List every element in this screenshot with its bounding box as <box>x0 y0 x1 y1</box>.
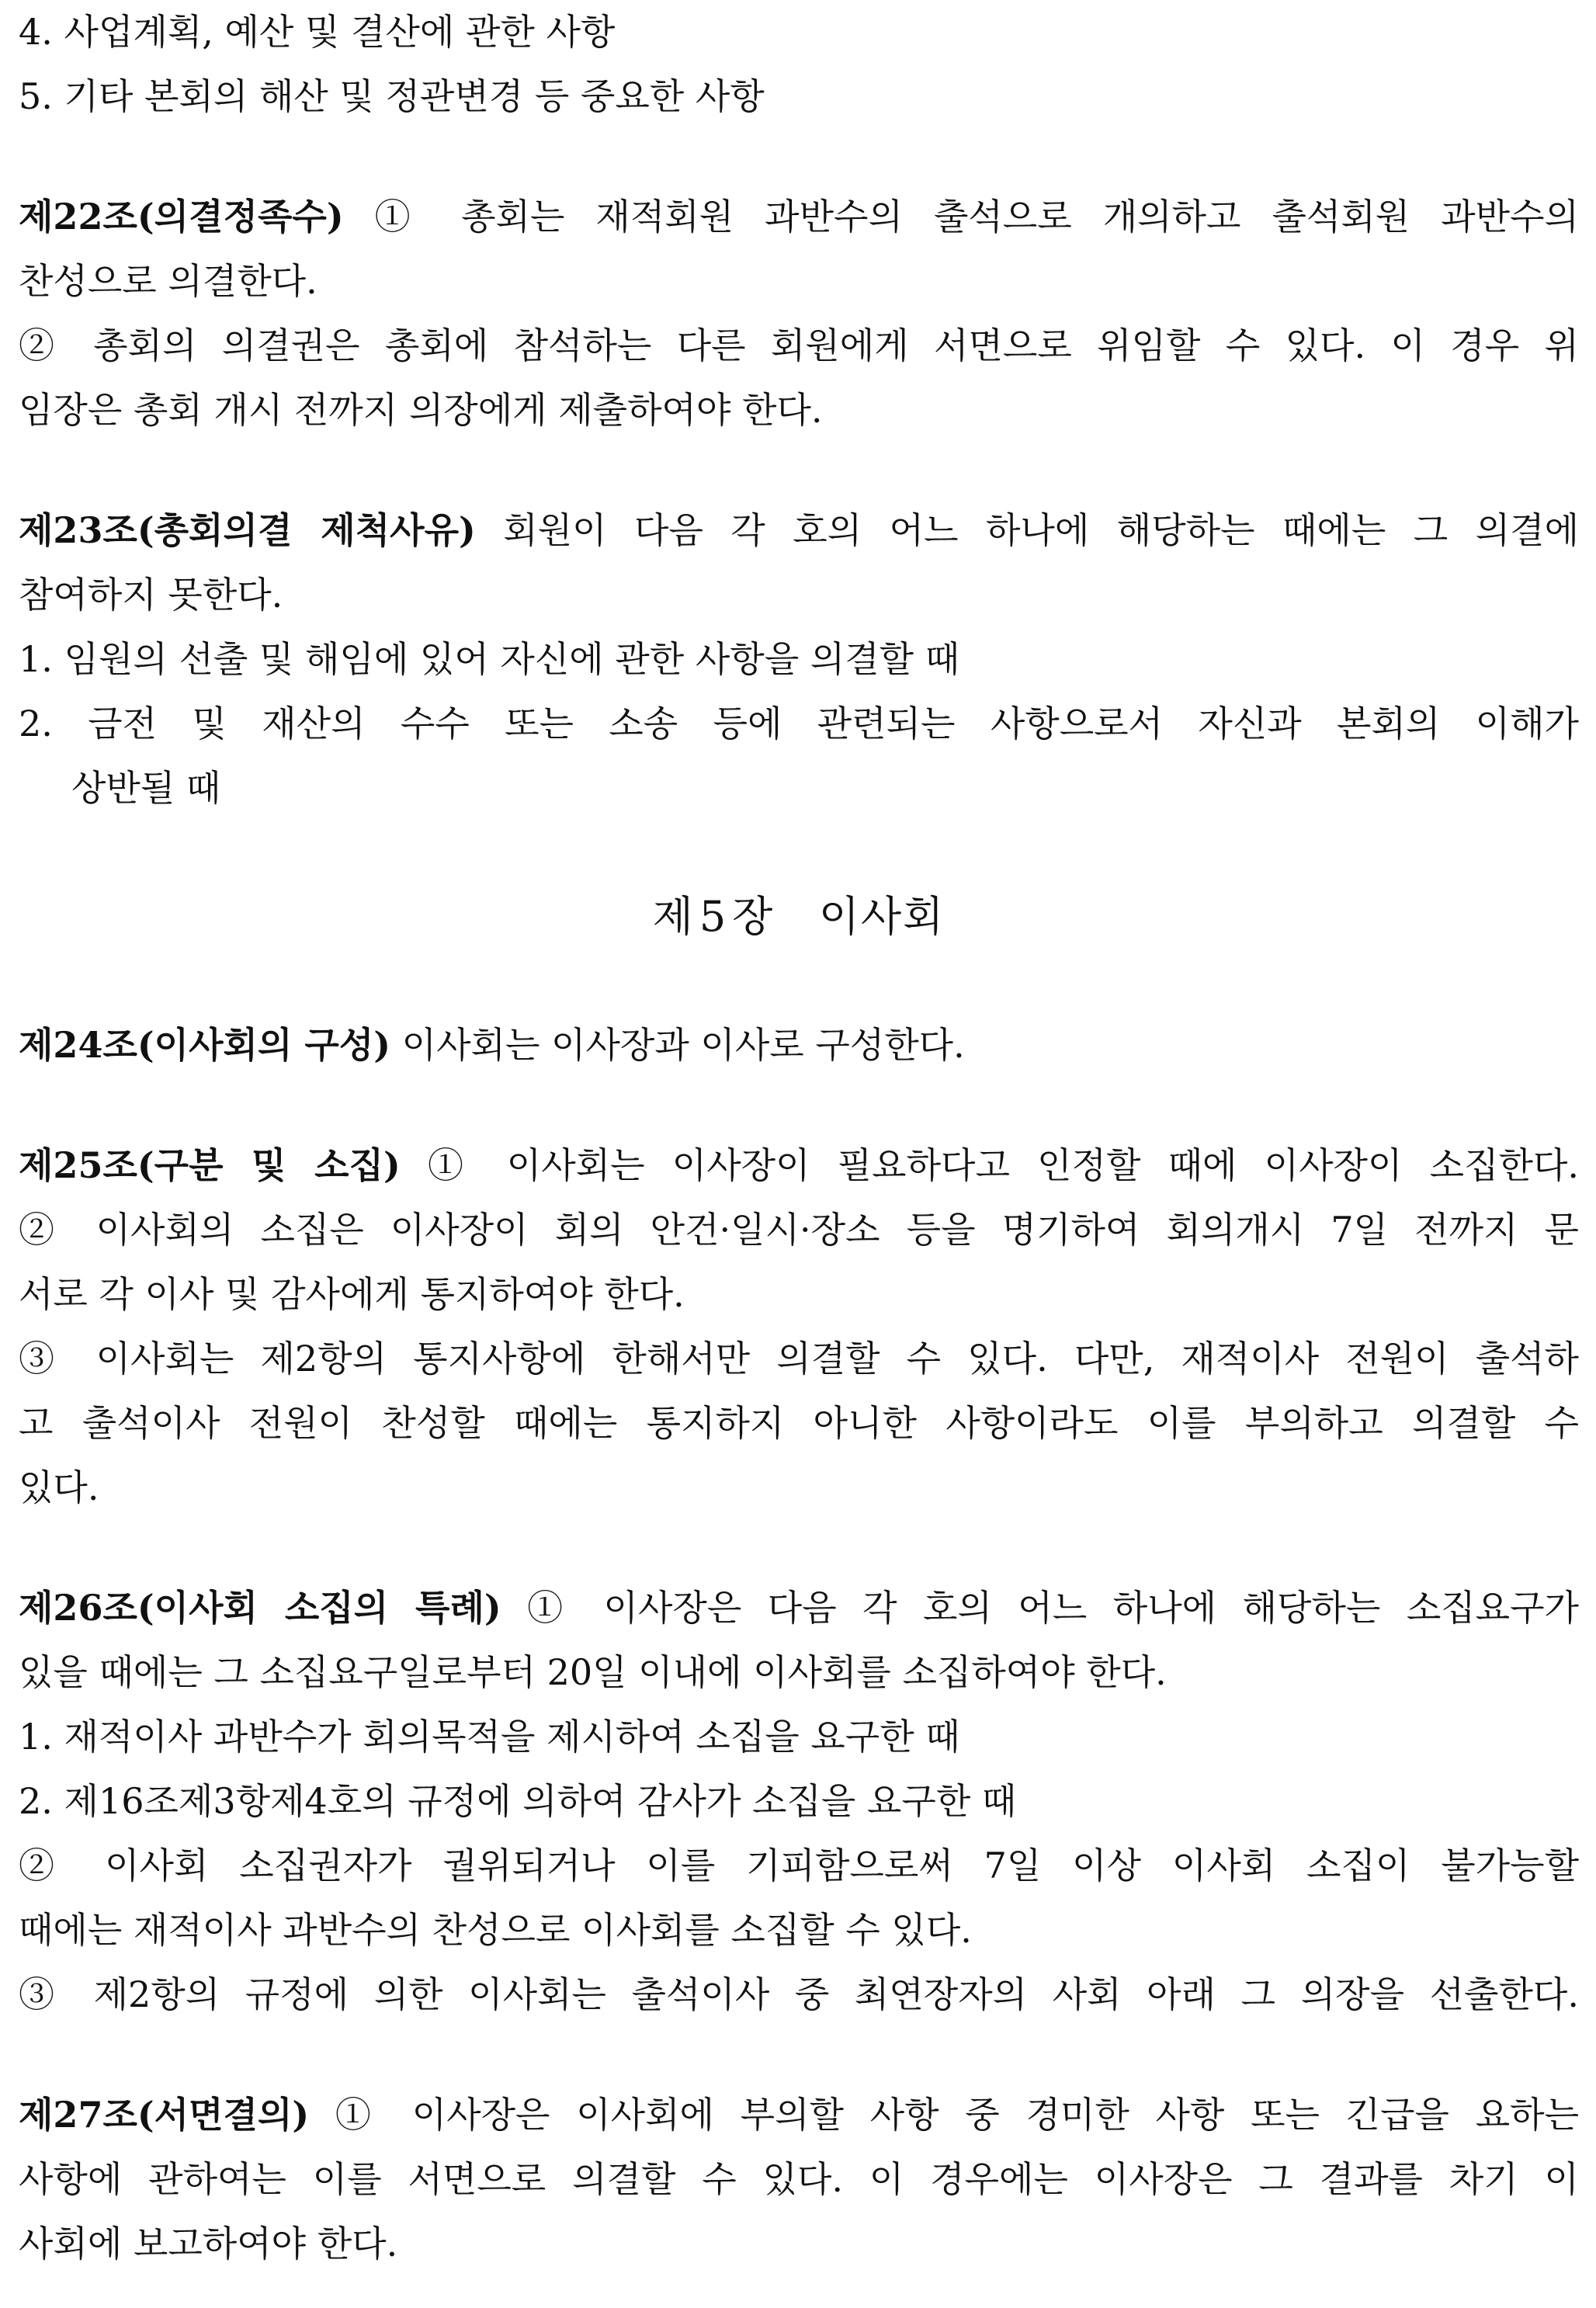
article-23-heading: 제23조(총회의결 제척사유) <box>19 509 476 551</box>
chapter-suffix: 장 <box>732 892 775 941</box>
article-24-heading: 제24조(이사회의 구성) <box>19 1024 391 1066</box>
spacer <box>19 129 1579 185</box>
spacer <box>19 1520 1579 1576</box>
article-25-line-1 <box>19 1133 1579 1198</box>
spacer <box>19 957 1579 1013</box>
article-26-item-2: 2. 제16조제3항제4호의 규정에 의하여 감사가 소집을 요구한 때 <box>19 1780 1017 1822</box>
spacer <box>19 2027 1579 2083</box>
article-26-text: ① 이사장은 다음 각 호의 어느 하나에 해당하는 소집요구가 <box>527 1587 1579 1629</box>
spacer <box>19 1078 1579 1133</box>
article-22-line-4: 임장은 총회 개시 전까지 의장에게 제출하여야 한다. <box>19 389 823 431</box>
article-23-item-1: 1. 임원의 선출 및 해임에 있어 자신에 관한 사항을 의결할 때 <box>19 638 960 680</box>
chapter-number: 5 <box>699 892 728 941</box>
document-page <box>19 0 1579 2276</box>
article-27-line-2: 사항에 관하여는 이를 서면으로 의결할 수 있다. 이 경우에는 이사장은 그 결과를 차기 이 <box>19 2158 1579 2200</box>
article-23-item-2-cont: 상반될 때 <box>71 767 221 809</box>
article-27-line-3: 사회에 보고하여야 한다. <box>19 2223 398 2265</box>
article-23-item-2: 2. 금전 및 재산의 수수 또는 소송 등에 관련되는 사항으로서 자신과 본회의 이해가 <box>19 703 1579 744</box>
article-26-item-1: 1. 재적이사 과반수가 회의목적을 제시하여 소집을 요구한 때 <box>19 1716 960 1758</box>
article-26-line-5: ② 이사회 소집권자가 궐위되거나 이를 기피함으로써 7일 이상 이사회 소집이 불가능할 <box>19 1845 1579 1886</box>
article-23-text: 회원이 다음 각 호의 어느 하나에 해당하는 때에는 그 의결에 <box>503 509 1579 551</box>
article-24-line-1 <box>19 1013 1579 1078</box>
article-27-text: ① 이사장은 이사회에 부의할 사항 중 경미한 사항 또는 긴급을 요하는 <box>335 2094 1580 2136</box>
article-25-line-3: 서로 각 이사 및 감사에게 통지하여야 한다. <box>19 1273 685 1315</box>
article-27-heading: 제27조(서면결의) <box>19 2094 310 2136</box>
article-22-text: ① 총회는 재적회원 과반수의 출석으로 개의하고 출석회원 과반수의 <box>374 196 1579 238</box>
article-25-line-6: 있다. <box>19 1466 99 1508</box>
article-25-text: ① 이사회는 이사장이 필요하다고 인정할 때에 이사장이 소집한다. <box>428 1144 1579 1186</box>
list-item: 4. 사업계획, 예산 및 결산에 관한 사항 <box>19 11 616 53</box>
article-26-line-7: ③ 제2항의 규정에 의한 이사회는 출석이사 중 최연장자의 사회 아래 그 의장을 선출한다. <box>19 1973 1579 2015</box>
article-25-line-4: ③ 이사회는 제2항의 통지사항에 한해서만 의결할 수 있다. 다만, 재적이사 전원이 출석하 <box>19 1338 1579 1380</box>
article-24-text: 이사회는 이사장과 이사로 구성한다. <box>401 1024 965 1066</box>
article-23-line-1 <box>19 498 1579 563</box>
spacer <box>19 443 1579 498</box>
list-item: 5. 기타 본회의 해산 및 정관변경 등 중요한 사항 <box>19 75 765 117</box>
article-27-line-1 <box>19 2083 1579 2147</box>
chapter-title: 이사회 <box>818 892 945 941</box>
article-26-line-6: 때에는 재적이사 과반수의 찬성으로 이사회를 소집할 수 있다. <box>19 1909 972 1951</box>
spacer <box>19 821 1579 876</box>
article-25-heading: 제25조(구분 및 소집) <box>19 1144 401 1186</box>
article-26-line-2: 있을 때에는 그 소집요구일로부터 20일 이내에 이사회를 소집하여야 한다. <box>19 1651 1167 1693</box>
article-22-heading: 제22조(의결정족수) <box>19 196 344 238</box>
article-22-line-1 <box>19 185 1579 249</box>
article-25-line-2: ② 이사회의 소집은 이사장이 회의 안건·일시·장소 등을 명기하여 회의개시 7일 전까지 문 <box>19 1209 1579 1251</box>
chapter-prefix: 제 <box>652 892 695 941</box>
article-25-line-5: 고 출석이사 전원이 찬성할 때에는 통지하지 아니한 사항이라도 이를 부의하고 의결할 수 <box>19 1402 1579 1444</box>
article-26-line-1 <box>19 1576 1579 1640</box>
article-22-line-2: 찬성으로 의결한다. <box>19 260 317 302</box>
chapter-heading <box>19 876 1579 957</box>
article-26-heading: 제26조(이사회 소집의 특례) <box>19 1587 501 1629</box>
article-22-line-3: ② 총회의 의결권은 총회에 참석하는 다른 회원에게 서면으로 위임할 수 있다. 이 경우 위 <box>19 325 1579 366</box>
article-23-line-2: 참여하지 못한다. <box>19 574 283 616</box>
